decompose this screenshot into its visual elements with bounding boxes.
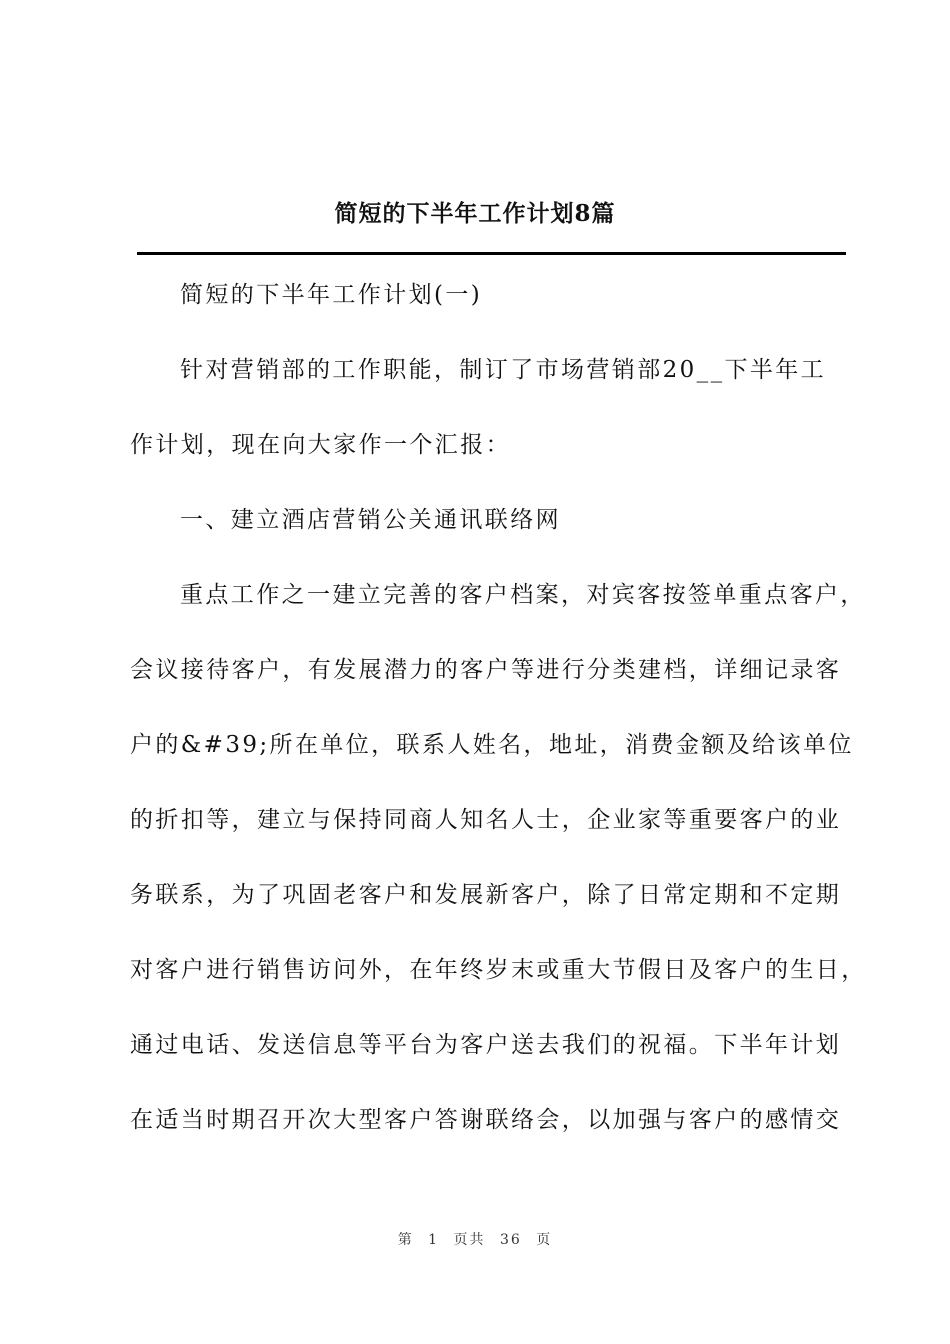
paragraph-line: 通过电话、发送信息等平台为客户送去我们的祝福。下半年计划 <box>130 1032 842 1058</box>
paragraph-line: 作计划，现在向大家作一个汇报： <box>130 432 511 458</box>
paragraph-line: 的折扣等，建立与保持同商人知名人士，企业家等重要客户的业 <box>130 807 842 833</box>
paragraph-line: 户的&#39;所在单位，联系人姓名，地址，消费金额及给该单位 <box>130 732 854 758</box>
title-underline-rule <box>137 252 846 255</box>
paragraph-line: 会议接待客户，有发展潜力的客户等进行分类建档，详细记录客 <box>130 657 842 683</box>
paragraph-line: 务联系，为了巩固老客户和发展新客户，除了日常定期和不定期 <box>130 882 842 908</box>
paragraph-line: 重点工作之一建立完善的客户档案，对宾客按签单重点客户， <box>180 582 866 608</box>
document-title: 简短的下半年工作计划8篇 <box>334 200 616 227</box>
paragraph-line: 对客户进行销售访问外，在年终岁末或重大节假日及客户的生日， <box>130 957 867 983</box>
page-number-footer: 第 1 页共 36 页 <box>397 1232 553 1248</box>
paragraph-line: 在适当时期召开次大型客户答谢联络会，以加强与客户的感情交 <box>130 1107 842 1133</box>
paragraph-line: 针对营销部的工作职能，制订了市场营销部20__下半年工 <box>180 357 827 383</box>
subsection-heading: 一、建立酒店营销公关通讯联络网 <box>180 507 561 533</box>
section-heading: 简短的下半年工作计划(一) <box>180 282 483 308</box>
